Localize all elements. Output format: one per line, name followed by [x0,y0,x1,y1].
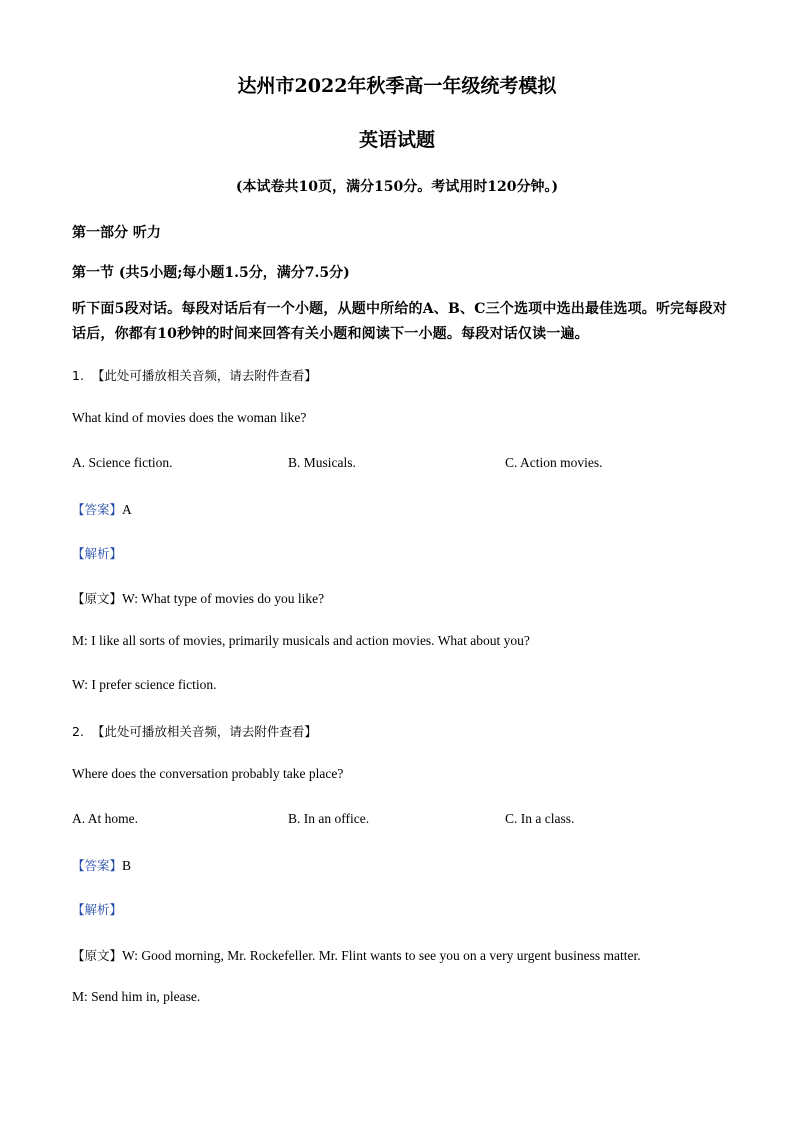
audio-link[interactable]: 【此处可播放相关音频，请去附件查看】 [91,724,317,739]
answer-tag: 【答案】 [72,502,123,517]
question-1-option-b: B. Musicals. [288,455,356,470]
part-title: 第一部分 听力 [72,225,161,241]
analysis-tag: 【解析】 [72,902,123,917]
question-2-stem: Where does the conversation probably take place? [72,766,344,781]
exam-title: 达州市2022年秋季高一年级统考模拟 [237,75,557,97]
question-1-number: 1. [72,368,84,383]
question-2-number: 2. [72,724,84,739]
transcript-text: W: Good morning, Mr. Rockefeller. Mr. Flint wants to see you on a very urgent business matter. [122,948,641,963]
question-2-audio-line [72,722,317,740]
question-2-option-a: A. At home. [72,811,138,826]
question-1-answer: A [122,502,132,517]
question-1-transcript-line-3: W: I prefer science fiction. [72,677,217,692]
analysis-tag: 【解析】 [72,546,123,561]
original-tag: 【原文】 [72,948,123,963]
audio-link[interactable]: 【此处可播放相关音频，请去附件查看】 [91,368,317,383]
answer-tag: 【答案】 [72,858,123,873]
instructions: 听下面5段对话。每段对话后有一个小题，从题中所给的A、B、C三个选项中选出最佳选项。听完每段对话后，你都有10秒钟的时间来回答有关小题和阅读下一小题。每段对话仅读一遍。 [72,301,727,342]
question-1-transcript-line-2: M: I like all sorts of movies, primarily musicals and action movies. What about you? [72,633,530,648]
exam-subject: 英语试题 [358,129,435,151]
question-1-option-c: C. Action movies. [505,455,603,470]
question-2-transcript-line-1 [72,945,641,964]
question-1-stem: What kind of movies does the woman like? [72,410,307,425]
transcript-text: W: What type of movies do you like? [122,591,325,606]
exam-note: (本试卷共10页，满分150分。考试用时120分钟。) [235,179,559,195]
section-title: 第一节 (共5小题;每小题1.5分，满分7.5分) [72,265,350,281]
question-1-audio-line [72,366,317,384]
question-2-transcript-line-2: M: Send him in, please. [72,989,201,1004]
question-2-answer: B [122,858,132,873]
question-1-transcript-line-1 [72,588,324,607]
original-tag: 【原文】 [72,591,123,606]
question-2-answer-line [72,855,131,874]
question-2-option-c: C. In a class. [505,811,575,826]
question-2-option-b: B. In an office. [288,811,370,826]
question-1-option-a: A. Science fiction. [72,455,173,470]
question-1-answer-line [72,499,132,518]
